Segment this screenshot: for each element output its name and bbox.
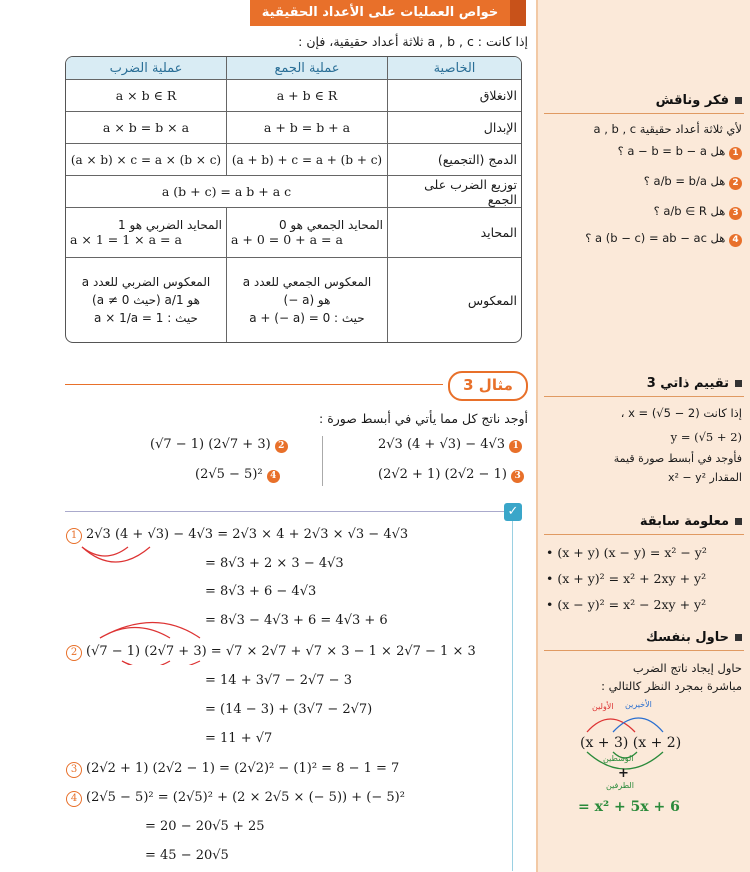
number-badge: 1 (729, 147, 742, 160)
cell-property: المعكوس (467, 292, 517, 308)
think-q2: 2 هل a/b = b/a ؟ (644, 173, 742, 190)
think-title: فكر وناقش (656, 93, 742, 108)
example-title: مثال 3 (448, 371, 528, 401)
try-text1: حاول إيجاد ناتج الضرب (632, 661, 742, 675)
square-bullet-icon (735, 380, 742, 387)
example-instruction: أوجد ناتج كل مما يأتي في أبسط صورة : (319, 411, 528, 426)
table-row (66, 112, 521, 144)
identity-add-eq: a + 0 = 0 + a = a (231, 232, 343, 247)
problem-text: (2√2 + 1) (2√2 − 1) (378, 467, 507, 482)
solution-line: = 14 + 3√7 − 2√7 − 3 (205, 673, 352, 688)
side-panel-border (536, 0, 538, 872)
try-text2: مباشرة بمجرد النظر كالتالي : (601, 679, 742, 693)
solution-line (66, 761, 399, 778)
think-rule (544, 113, 744, 114)
square-bullet-icon (735, 634, 742, 641)
solution-line: = 8√3 + 2 × 3 − 4√3 (205, 556, 344, 571)
inverse-add-text: المعكوس الجمعي للعدد a (242, 275, 372, 289)
arrow-2b (100, 623, 200, 639)
number-badge: 4 (729, 234, 742, 247)
cell-add (227, 258, 388, 342)
cell-add: (a + b) + c = a + (b + c) (227, 144, 388, 176)
cell-property: توزيع الضرب على الجمع (388, 176, 521, 208)
number-badge: 2 (729, 177, 742, 190)
think-q1: 1 هل a − b = b − a ؟ (618, 143, 742, 160)
inverse-mul-eq: حيث : a × 1/a = 1 (94, 311, 198, 325)
table-row (66, 80, 521, 112)
arrow-2d (122, 661, 200, 665)
number-badge: 3 (729, 207, 742, 220)
try-result: = x² + 5x + 6 (578, 799, 680, 815)
prior-title: معلومة سابقة (640, 514, 742, 529)
section-banner: خواص العمليات على الأعداد الحقيقية (250, 0, 510, 26)
solution-line: = 20 − 20√5 + 25 (145, 819, 265, 834)
self-line4: المقدار x² − y² (667, 471, 742, 484)
prior-item: • (x + y) (x − y) = x² − y² (546, 545, 707, 560)
try-rule (544, 650, 744, 651)
example-rule (65, 384, 443, 385)
plus-sign: + (618, 766, 629, 781)
problem-number: 3 (511, 470, 524, 483)
banner-tab (510, 0, 526, 26)
solution-line: = 8√3 − 4√3 + 6 = 4√3 + 6 (205, 613, 388, 628)
self-line3: فأوجد في أبسط صورة قيمة (613, 452, 742, 465)
problem-number: 2 (275, 440, 288, 453)
problem-1 (378, 437, 522, 453)
cell-add: a + b = b + a (227, 112, 388, 144)
cell-mul (66, 208, 227, 258)
think-intro: لأي ثلاثة أعداد حقيقية a , b , c (593, 122, 742, 136)
solution-number: 3 (66, 762, 82, 778)
problem-text: 2√3 (4 + √3) − 4√3 (378, 437, 506, 452)
think-q4: 4 هل a (b − c) = ab − ac ؟ (585, 230, 742, 247)
self-rule (544, 396, 744, 397)
cell-property: الدمج (التجميع) (388, 144, 521, 176)
problem-text: (2√5 − 5)² (195, 467, 263, 482)
prior-item: • (x + y)² = x² + 2xy + y² (546, 571, 707, 586)
square-bullet-icon (735, 97, 742, 104)
prior-item: • (x − y)² = x² − 2xy + y² (546, 597, 707, 612)
cell-mul: a × b = b × a (66, 112, 227, 144)
square-bullet-icon (735, 518, 742, 525)
solution-line (66, 790, 405, 807)
solution-number: 4 (66, 791, 82, 807)
table-row (66, 176, 521, 208)
solution-rule (65, 511, 510, 512)
table-header-row (66, 57, 521, 80)
problem-3 (378, 467, 524, 483)
table-row (66, 144, 521, 176)
cell-property: المحايد (388, 208, 521, 258)
problem-2 (150, 437, 288, 453)
check-icon: ✓ (504, 503, 522, 521)
table-row (66, 208, 521, 258)
solution-number: 1 (66, 528, 82, 544)
solution-text: 2√3 (4 + √3) − 4√3 = 2√3 × 4 + 2√3 × √3 − 4√3 (86, 527, 409, 542)
solution-number: 2 (66, 645, 82, 661)
solution-line: = 45 − 20√5 (145, 848, 229, 863)
cell-add: a + b ∈ R (227, 80, 388, 112)
table-row (66, 258, 521, 342)
label-middle: الوسطين (603, 754, 634, 763)
inverse-mul-def: هو 1/a (حيث a ≠ 0) (92, 293, 200, 307)
problem-4 (195, 467, 280, 483)
header-addition: عملية الجمع (227, 57, 388, 80)
self-line2: y = (√5 + 2) (670, 430, 742, 444)
properties-table (65, 56, 522, 343)
problems-divider (322, 436, 323, 486)
try-title: حاول بنفسك (646, 630, 742, 645)
solution-text: (2√5 − 5)² = (2√5)² + (2 × 2√5 × (− 5)) + (− 5)² (86, 790, 405, 805)
cell-property: الإبدال (388, 112, 521, 144)
cell-mul: a × b ∈ R (66, 80, 227, 112)
think-q3: 3 هل a/b ∈ R ؟ (654, 203, 742, 220)
prior-rule (544, 534, 744, 535)
arrow-1a (82, 547, 128, 556)
cell-property: الانغلاق (388, 80, 521, 112)
label-last: الأخيرين (625, 700, 652, 709)
header-property: الخاصية (388, 57, 521, 80)
cell-add (227, 208, 388, 258)
label-outer: الطرفين (606, 781, 634, 790)
cell-mul (66, 258, 227, 342)
identity-mul-text: المحايد الضربي هو 1 (118, 218, 222, 232)
solution-text: (2√2 + 1) (2√2 − 1) = (2√2)² − (1)² = 8 − 1 = 7 (86, 761, 400, 776)
cell-mul: (a × b) × c = a × (b × c) (66, 144, 227, 176)
solution-line (66, 527, 408, 544)
intro-text: إذا كانت : a , b , c ثلاثة أعداد حقيقية، فإن : (298, 34, 528, 49)
problem-text: (√7 − 1) (2√7 + 3) (150, 437, 271, 452)
label-first: الأولين (592, 702, 614, 711)
inverse-mul-text: المعكوس الضربي للعدد a (81, 275, 211, 289)
solution-side-line (512, 521, 513, 871)
identity-add-text: المحايد الجمعي هو 0 (278, 218, 383, 232)
self-line1: إذا كانت x = (√5 − 2) ، (620, 406, 742, 420)
solution-line: = 11 + √7 (205, 731, 273, 746)
problem-number: 4 (267, 470, 280, 483)
last-arrow (613, 718, 663, 732)
self-title: تقييم ذاتي 3 (647, 376, 742, 391)
cell-distributive: a (b + c) = a b + a c (66, 176, 388, 208)
solution-text: (√7 − 1) (2√7 + 3) = √7 × 2√7 + √7 × 3 − 1 × 2√7 − 1 × 3 (86, 644, 476, 659)
header-multiplication: عملية الضرب (66, 57, 227, 80)
identity-mul-eq: a × 1 = 1 × a = a (70, 232, 182, 247)
inverse-add-def: هو (a −) (283, 293, 331, 307)
solution-line (66, 644, 476, 661)
inverse-add-eq: حيث : a + (− a) = 0 (249, 311, 365, 325)
try-expression: (x + 3) (x + 2) (580, 735, 682, 751)
solution-line: = (14 − 3) + (3√7 − 2√7) (205, 702, 373, 717)
problem-number: 1 (509, 440, 522, 453)
solution-line: = 8√3 + 6 − 4√3 (205, 584, 317, 599)
